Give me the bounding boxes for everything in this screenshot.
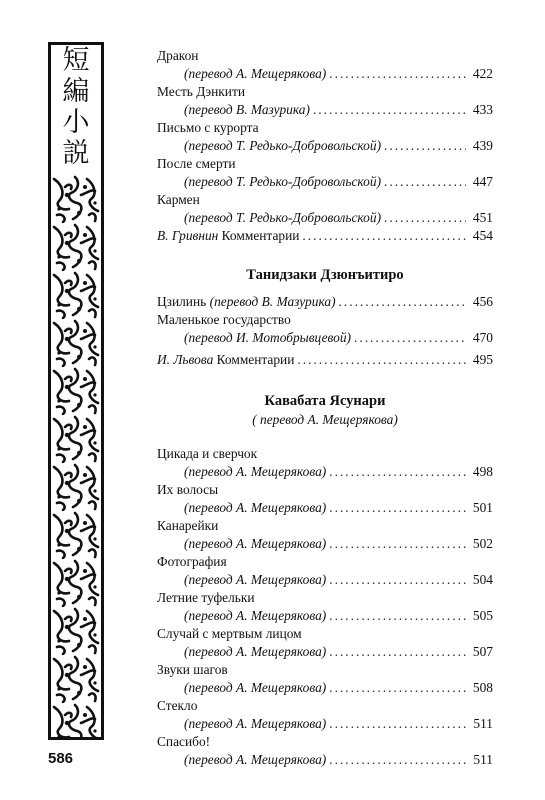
entry-title: Спасибо!	[157, 734, 211, 749]
entry-translator: (перевод И. Мотобрывцевой)	[184, 330, 351, 345]
entry-translator: (перевод А. Мещерякова)	[184, 680, 327, 695]
entry-glass	[157, 697, 493, 733]
entry-author: В. Гривнин	[157, 228, 219, 243]
leader-dots	[329, 643, 466, 661]
section-heading: Танидзаки Дзюнъитиро	[246, 267, 404, 283]
entry-title: Цикада и сверчок	[157, 446, 258, 461]
entry-hair	[157, 481, 493, 517]
entry-page: 502	[472, 536, 493, 551]
entry-page: 456	[472, 294, 493, 309]
entry-page: 422	[472, 66, 493, 81]
entry-title: Кармен	[157, 192, 200, 207]
spine-ornament	[51, 175, 101, 737]
leader-dots	[297, 351, 466, 369]
entry-title: Цзилинь	[157, 294, 207, 309]
entry-translator: (перевод А. Мещерякова)	[184, 500, 327, 515]
leader-dots	[329, 571, 466, 589]
leader-dots	[339, 293, 466, 311]
entry-translator: (перевод Т. Редько-Добровольской)	[184, 210, 382, 225]
leader-dots	[354, 329, 466, 347]
ornament-pattern-icon	[51, 175, 101, 737]
entry-small-state	[157, 311, 493, 347]
leader-dots	[329, 679, 466, 697]
leader-dots	[329, 463, 466, 481]
leader-dots	[329, 499, 466, 517]
leader-dots	[313, 101, 466, 119]
entry-translator: (перевод А. Мещерякова)	[184, 752, 327, 767]
entry-page: 470	[472, 330, 493, 345]
entry-carmen	[157, 191, 493, 227]
entry-photo	[157, 553, 493, 589]
entry-page: 433	[472, 102, 493, 117]
leader-dots	[384, 209, 466, 227]
entry-translator: (перевод А. Мещерякова)	[184, 608, 327, 623]
entry-letter	[157, 119, 493, 155]
entry-translator: (перевод А. Мещерякова)	[184, 464, 327, 479]
entry-summer-shoes	[157, 589, 493, 625]
entry-translator: (перевод А. Мещерякова)	[184, 536, 327, 551]
entry-canaries	[157, 517, 493, 553]
entry-page: 498	[472, 464, 493, 479]
entry-translator: (перевод А. Мещерякова)	[184, 644, 327, 659]
entry-page: 505	[472, 608, 493, 623]
entry-title: Месть Дэнкити	[157, 84, 245, 99]
entry-page: 508	[472, 680, 493, 695]
leader-dots	[302, 227, 466, 245]
entry-thank-you	[157, 733, 493, 769]
entry-translator: (перевод Т. Редько-Добровольской)	[184, 138, 382, 153]
entry-page: 507	[472, 644, 493, 659]
leader-dots	[329, 715, 466, 733]
section-heading: Кавабата Ясунари	[264, 393, 386, 409]
entry-dragon	[157, 47, 493, 83]
entry-title: Фотография	[157, 554, 227, 569]
spine-char: 短	[62, 44, 90, 76]
entry-translator: (перевод А. Мещерякова)	[184, 66, 327, 81]
entry-commentary-1	[157, 227, 493, 245]
entry-cicada	[157, 445, 493, 481]
entry-page: 504	[472, 572, 493, 587]
entry-translator: (перевод В. Мазурика)	[184, 102, 310, 117]
page-number: 586	[48, 750, 74, 767]
leader-dots	[384, 173, 466, 191]
entry-translator: (перевод В. Мазурика)	[209, 294, 336, 309]
leader-dots	[384, 137, 466, 155]
entry-author: И. Львова	[157, 352, 214, 367]
spine-char: 小	[62, 107, 90, 139]
entry-title: Маленькое государство	[157, 312, 291, 327]
entry-page: 511	[473, 752, 493, 767]
entry-page: 454	[472, 228, 493, 243]
decorative-spine	[48, 42, 104, 740]
entry-page: 511	[473, 716, 493, 731]
table-of-contents	[157, 47, 493, 769]
entry-title: Стекло	[157, 698, 198, 713]
entry-page: 451	[472, 210, 493, 225]
entry-page: 447	[472, 174, 493, 189]
entry-title: Летние туфельки	[157, 590, 255, 605]
entry-title: Их волосы	[157, 482, 219, 497]
entry-title: Дракон	[157, 48, 199, 63]
spine-char: 編	[62, 75, 90, 107]
entry-page: 439	[472, 138, 493, 153]
entry-commentary-2	[157, 351, 493, 369]
entry-qilin	[157, 293, 493, 311]
entry-title: Канарейки	[157, 518, 219, 533]
section-subheading: ( перевод А. Мещерякова)	[252, 412, 398, 427]
entry-title: Случай с мертвым лицом	[157, 626, 302, 641]
entry-translator: (перевод А. Мещерякова)	[184, 716, 327, 731]
entry-footsteps	[157, 661, 493, 697]
entry-translator: (перевод А. Мещерякова)	[184, 572, 327, 587]
entry-page: 495	[472, 352, 493, 367]
entry-title: После смерти	[157, 156, 236, 171]
entry-title: Комментарии	[221, 228, 300, 243]
leader-dots	[329, 65, 466, 83]
spine-char: 説	[62, 138, 90, 170]
entry-denkichi	[157, 83, 493, 119]
entry-translator: (перевод Т. Редько-Добровольской)	[184, 174, 382, 189]
entry-after-death	[157, 155, 493, 191]
entry-dead-face	[157, 625, 493, 661]
entry-title: Звуки шагов	[157, 662, 228, 677]
leader-dots	[329, 751, 466, 769]
entry-title: Письмо с курорта	[157, 120, 259, 135]
leader-dots	[329, 535, 466, 553]
entry-page: 501	[472, 500, 493, 515]
spine-title	[51, 45, 101, 170]
entry-title: Комментарии	[216, 352, 295, 367]
leader-dots	[329, 607, 466, 625]
